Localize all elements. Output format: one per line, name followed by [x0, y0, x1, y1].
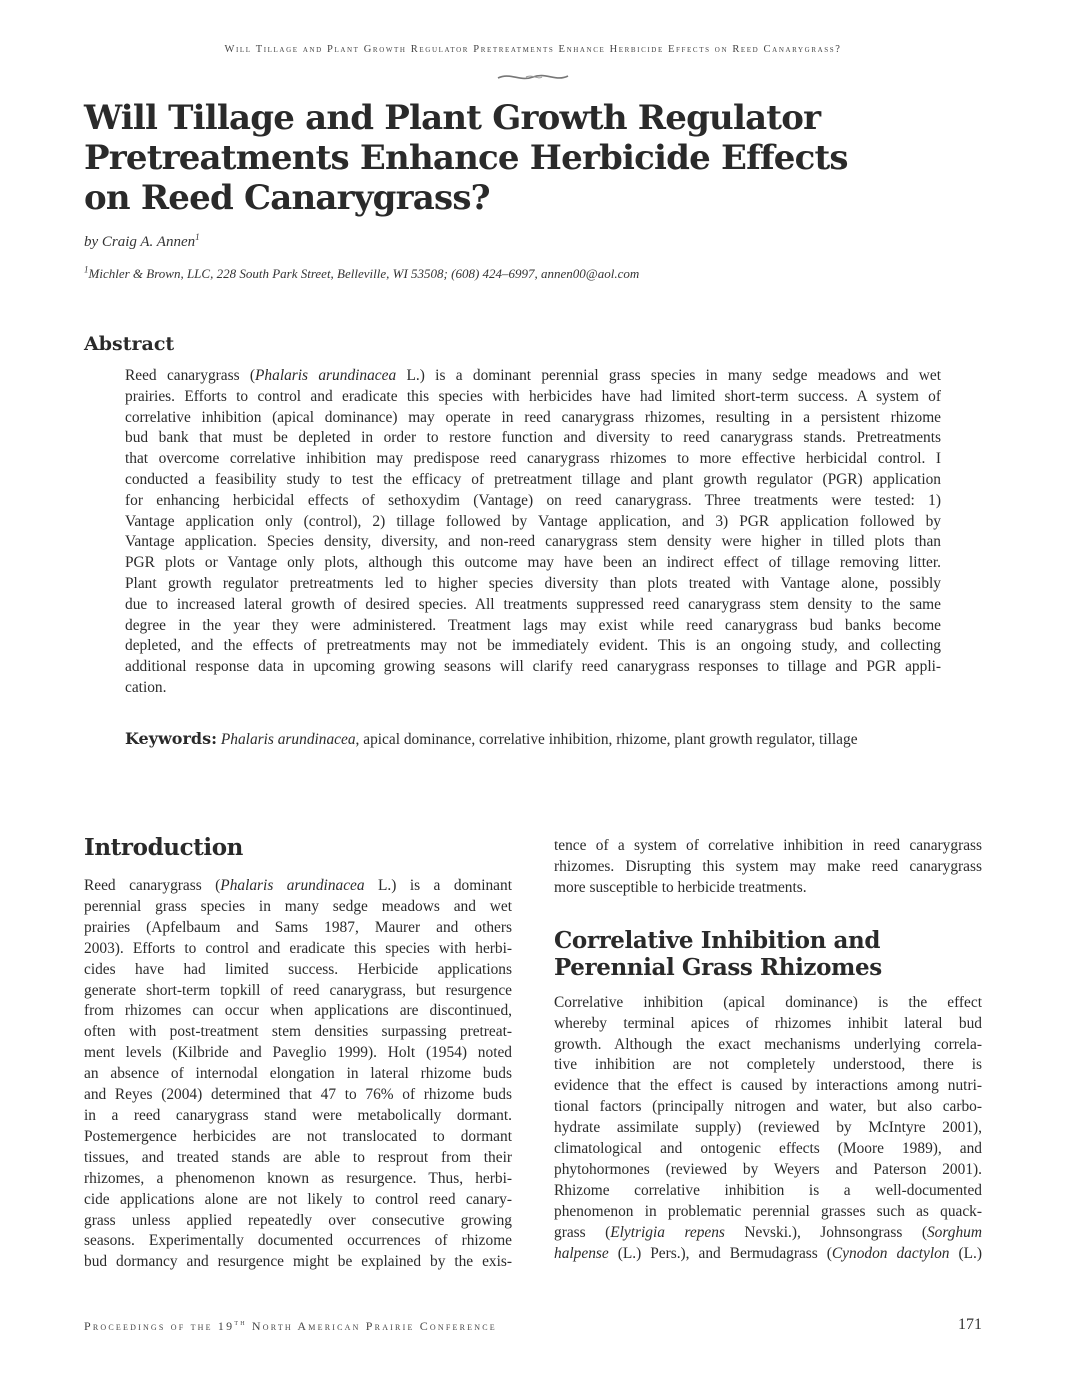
abstract-line: Plant growth regulator pretreatments led to higher species diversity than plots treated with Vantage alone, possibly — [125, 574, 941, 592]
correlative-inhibition-body — [554, 993, 982, 1265]
author-affiliation — [84, 266, 984, 282]
intro-line: Postemergence herbicides are not translocated to dormant — [84, 1127, 512, 1145]
footer-conference-name — [84, 1319, 497, 1334]
author-footnote-marker: 1 — [195, 232, 200, 242]
abstract-line: due to increased lateral growth of desired species. All treatments suppressed reed canarygrass stem density to the same — [125, 595, 941, 613]
intro-line: ment levels (Kilbride and Paveglio 1999). Holt (1954) noted — [84, 1044, 512, 1062]
intro-continuation-line: tence of a system of correlative inhibition in reed canarygrass — [554, 837, 982, 854]
section-line: tive inhibition are not completely understood, there is — [554, 1056, 982, 1074]
intro-line: 2003). Efforts to control and eradicate this species with herbi- — [84, 939, 512, 957]
abstract-line: cation. — [125, 678, 167, 696]
footer-ordinal-suffix: th — [234, 1317, 247, 1327]
abstract-line: degree in the year they were administered. Treatment lags may exist while reed canarygrass bud banks become — [125, 616, 941, 634]
section-line: growth. Although the exact mechanisms underlying correla- — [554, 1035, 982, 1053]
section-line: hydrate assimilate supply) (reviewed by McIntyre 2001), — [554, 1119, 982, 1137]
section-line: whereby terminal apices of rhizomes inhibit lateral bud — [554, 1014, 982, 1032]
intro-line: Reed canarygrass (Phalaris arundinacea L.) is a dominant — [84, 877, 512, 894]
section-heading-line: Correlative Inhibition and — [554, 926, 881, 954]
affiliation-text: Michler & Brown, LLC, 228 South Park Street, Belleville, WI 53508; (608) 424–6997, annen00@aol.com — [88, 266, 640, 281]
keywords — [125, 729, 985, 749]
intro-line: an absence of internodal elongation in lateral rhizome buds — [84, 1065, 512, 1083]
section-line: halpense (L.) Pers.), and Bermudagrass (Cynodon dactylon (L.) — [554, 1244, 982, 1262]
abstract-line: additional response data in upcoming growing seasons will clarify reed canarygrass responses to tillage and PGR appli- — [125, 658, 941, 676]
title-line: Will Tillage and Plant Growth Regulator — [84, 98, 821, 138]
section-heading-correlative-inhibition — [554, 927, 982, 981]
title-line: Pretreatments Enhance Herbicide Effects — [84, 138, 848, 178]
abstract-line: Vantage application only (control), 2) tillage followed by Vantage application, and 3) PGR application followed by — [125, 512, 941, 530]
footer-text-end: North American Prairie Conference — [246, 1319, 497, 1333]
abstract-line: for enhancing herbicidal effects of sethoxydim (Vantage) on reed canarygrass. Three treatments were tested: 1) — [125, 491, 941, 509]
intro-line: generate short-term topkill of reed canarygrass, but resurgence — [84, 981, 512, 999]
section-line: climatological and ontogenic effects (Moore 1989), and — [554, 1140, 982, 1158]
section-line: evidence that the effect is caused by interactions among nutri- — [554, 1077, 982, 1095]
keywords-list: , apical dominance, correlative inhibition, rhizome, plant growth regulator, tillage — [355, 731, 858, 748]
introduction-heading: Introduction — [84, 834, 243, 861]
introduction-body — [84, 876, 512, 1273]
footer-text-start: Proceedings of the 19 — [84, 1319, 235, 1333]
left-column — [84, 834, 512, 1273]
intro-line: seasons. Experimentally documented occurrences of rhizome — [84, 1232, 512, 1250]
section-line: tional factors (principally nitrogen and water, but also carbo- — [554, 1098, 982, 1116]
section-line: phenomenon in problematic perennial grasses such as quack- — [554, 1202, 982, 1220]
abstract-body — [125, 366, 941, 699]
section-line: grass (Elytrigia repens Nevski.), Johnsongrass (Sorghum — [554, 1223, 982, 1241]
running-head: Will Tillage and Plant Growth Regulator Pretreatments Enhance Herbicide Effects on Reed Canarygrass? — [224, 44, 842, 55]
intro-line: rhizomes, a phenomenon known as resurgence. Thus, herbi- — [84, 1169, 512, 1187]
intro-continuation-line: rhizomes. Disrupting this system may make reed canarygrass — [554, 857, 982, 875]
intro-line: grass unless applied repeatedly over consecutive growing — [84, 1211, 512, 1229]
intro-line: tissues, and treated stands are able to resprout from their — [84, 1148, 512, 1166]
abstract-line: conducted a feasibility study to test the efficacy of pretreatment tillage and plant growth regulator (PGR) application — [125, 470, 941, 488]
affiliation-footnote-marker: 1 — [84, 264, 89, 275]
abstract-line: prairies. Efforts to control and eradicate this species with herbicides have had limited short-term success. A system of — [125, 387, 941, 405]
article-title — [84, 98, 984, 218]
intro-line: in a reed canarygrass stand were metabolically dormant. — [84, 1106, 512, 1124]
abstract-line: that overcome correlative inhibition may predispose reed canarygrass rhizomes to more effective herbicidal control. I — [125, 450, 941, 468]
intro-line: cides have had limited success. Herbicide applications — [84, 960, 512, 978]
author-name: by Craig A. Annen — [84, 234, 196, 250]
abstract-line: correlative inhibition (apical dominance) may operate in reed canarygrass rhizomes, resulting in a persistent rhizome — [125, 408, 941, 426]
section-heading-line: Perennial Grass Rhizomes — [554, 953, 882, 981]
abstract-line: PGR plots or Vantage only plots, although this outcome may have been an indirect effect of tillage removing litter. — [125, 554, 941, 572]
section-line: Correlative inhibition (apical dominance) is the effect — [554, 993, 982, 1011]
intro-line: bud dormancy and resurgence might be explained by the exis- — [84, 1253, 512, 1271]
abstract-line: Reed canarygrass (Phalaris arundinacea L.) is a dominant perennial grass species in many sedge meadows and wet — [125, 367, 941, 384]
page-number: 171 — [958, 1316, 982, 1333]
section-line: Rhizome correlative inhibition is a well-documented — [554, 1181, 982, 1199]
abstract-line: depleted, and the effects of pretreatments may not be immediately evident. This is an ongoing study, and collecting — [125, 637, 941, 655]
intro-line: perennial grass species in many sedge meadows and wet — [84, 897, 512, 915]
author-byline — [84, 234, 200, 251]
ornament-swash-icon — [496, 70, 570, 84]
abstract-line: bud bank that must be depleted in order to restore function and diversity to reed canarygrass stands. Pretreatments — [125, 429, 941, 447]
keywords-label: Keywords: — [125, 729, 218, 748]
abstract-heading: Abstract — [84, 333, 175, 355]
title-line: on Reed Canarygrass? — [84, 178, 490, 218]
intro-line: often with post-treatment stem densities surpassing pretreat- — [84, 1023, 512, 1041]
section-line: phytohormones (reviewed by Weyers and Paterson 2001). — [554, 1160, 982, 1178]
abstract-line: Vantage application. Species density, diversity, and non-reed canarygrass stem density were higher in tilled plots than — [125, 533, 941, 551]
introduction-continuation — [554, 836, 982, 899]
intro-line: prairies (Apfelbaum and Sams 1987, Maurer and others — [84, 918, 512, 936]
intro-continuation-line: more susceptible to herbicide treatments. — [554, 878, 807, 896]
intro-line: and Reyes (2004) determined that 47 to 76% of rhizome buds — [84, 1086, 512, 1104]
intro-line: cide applications alone are not likely to control reed canary- — [84, 1190, 512, 1208]
intro-line: from rhizomes can occur when applications are discontinued, — [84, 1002, 512, 1020]
keyword-italic-term: Phalaris arundinacea — [220, 731, 356, 748]
right-column — [554, 836, 982, 1265]
